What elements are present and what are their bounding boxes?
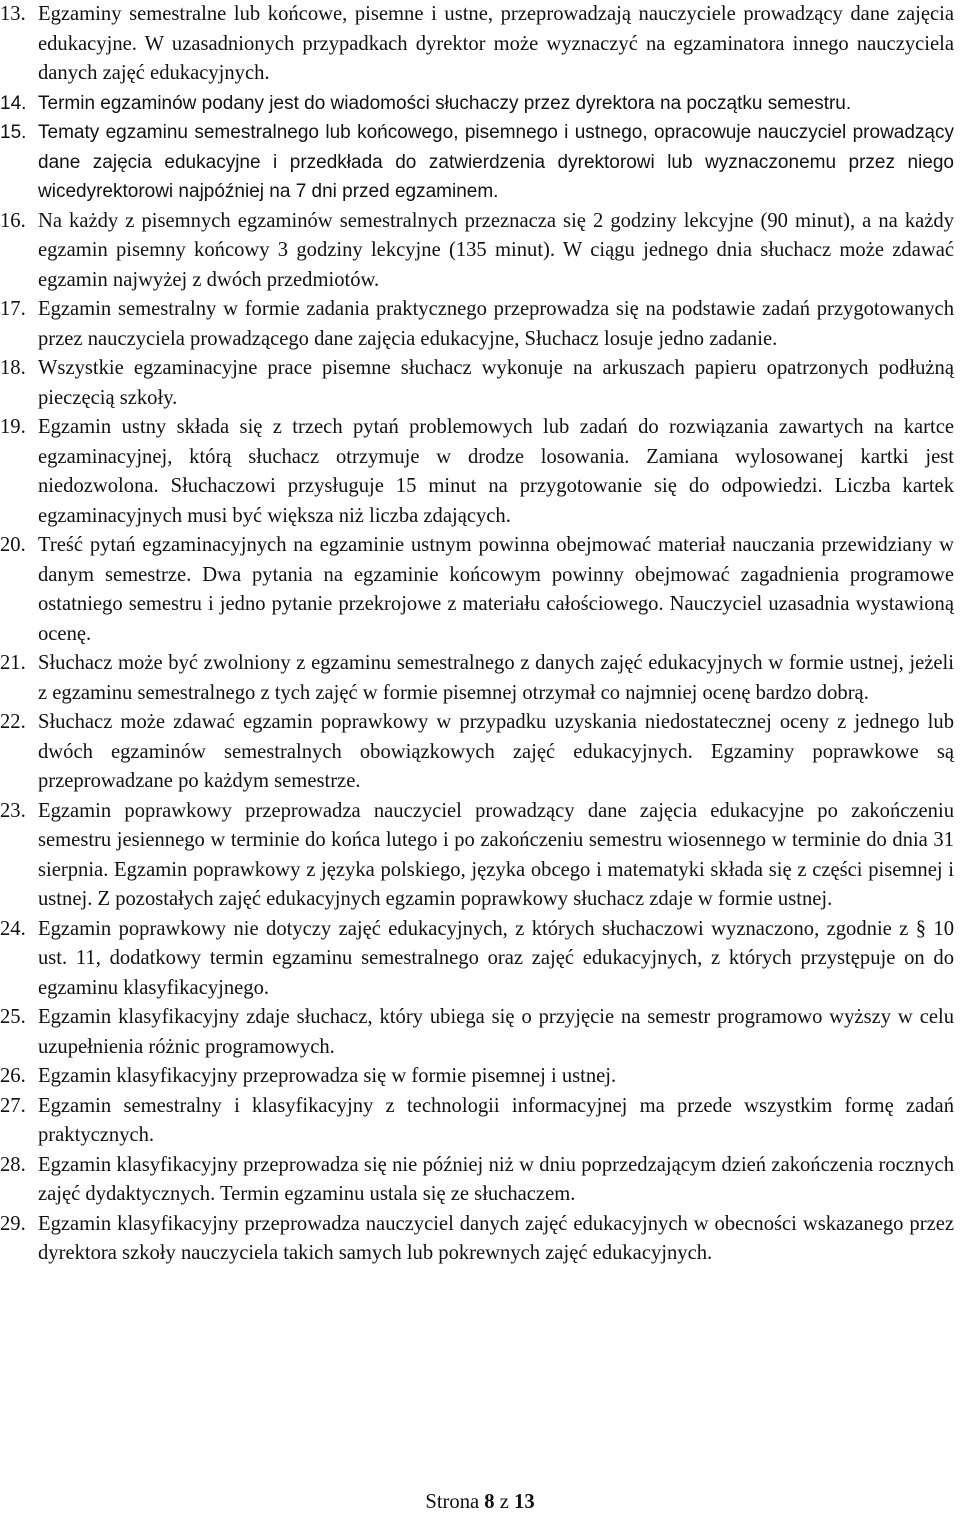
list-item xyxy=(0,1062,960,1092)
footer-page-label: Strona xyxy=(425,1491,480,1513)
list-item xyxy=(0,1092,960,1151)
item-number: 16. xyxy=(0,209,26,232)
item-text: Tematy egzaminu semestralnego lub końcowego, pisemnego i ustnego, opracowuje nauczyciel prowadzący dane zajęcia edukacyjne i przedkłada do zatwierdzenia dyrektorowi lub wyznaczonemu przez niego wicedyrektorowi najpóźniej na 7 dni przed egzaminem. xyxy=(38,122,954,202)
item-text: Egzaminy semestralne lub końcowe, pisemne i ustne, przeprowadzają nauczyciele prowadzący dane zajęcia edukacyjne. W uzasadnionych przypadkach dyrektor może wyznaczyć na egzaminatora innego nauczyciela danych zajęć edukacyjnych. xyxy=(38,3,954,84)
item-number: 18. xyxy=(0,357,26,379)
list-item xyxy=(0,1003,960,1062)
item-text: Słuchacz może zdawać egzamin poprawkowy w przypadku uzyskania niedostatecznej oceny z jednego lub dwóch egzaminów semestralnych obowiązkowych zajęć edukacyjnych. Egzaminy poprawkowe są przeprowadzane po każdym semestrze. xyxy=(38,711,954,792)
list-item xyxy=(0,797,960,915)
item-text: Egzamin poprawkowy przeprowadza nauczyciel prowadzący dane zajęcia edukacyjne po zakończeniu semestru jesiennego w terminie do końca lutego i po zakończeniu semestru wiosennego w terminie do dnia 31 sierpnia. Egzamin poprawkowy z języka polskiego, języka obcego i matematyki składa się z części pisemnej i ustnej. Z pozostałych zajęć edukacyjnych egzamin poprawkowy słuchacz zdaje w formie ustnej. xyxy=(38,799,954,910)
item-number: 22. xyxy=(0,711,26,733)
item-text: Egzamin klasyfikacyjny przeprowadza się nie później niż w dniu poprzedzającym dzień zakończenia rocznych zajęć dydaktycznych. Termin egzaminu ustala się ze słuchaczem. xyxy=(38,1153,954,1205)
page-footer xyxy=(0,1489,960,1515)
item-text: Egzamin klasyfikacyjny przeprowadza nauczyciel danych zajęć edukacyjnych w obecności wskazanego przez dyrektora szkoły nauczyciela takich samych lub pokrewnych zajęć edukacyjnych. xyxy=(38,1212,954,1264)
item-number: 19. xyxy=(0,416,26,438)
list-item xyxy=(0,708,960,797)
list-item xyxy=(0,1151,960,1210)
list-item xyxy=(0,1210,960,1269)
item-text: Słuchacz może być zwolniony z egzaminu semestralnego z danych zajęć edukacyjnych w formie ustnej, jeżeli z egzaminu semestralnego z tych zajęć w formie pisemnej otrzymał co najmniej ocenę bardzo dobrą. xyxy=(38,652,954,704)
footer-total-pages: 13 xyxy=(514,1491,535,1513)
item-text: Treść pytań egzaminacyjnych na egzaminie ustnym powinna obejmować materiał nauczania przewidziany w danym semestrze. Dwa pytania na egzaminie końcowym powinny obejmować zagadnienia programowe ostatniego semestru i jedno pytanie przekrojowe z materiału całościowego. Nauczyciel uzasadnia wystawioną ocenę. xyxy=(38,534,954,645)
item-text: Egzamin semestralny i klasyfikacyjny z technologii informacyjnej ma przede wszystkim formę zadań praktycznych. xyxy=(38,1094,954,1146)
item-text: Egzamin klasyfikacyjny przeprowadza się w formie pisemnej i ustnej. xyxy=(38,1065,617,1087)
list-item xyxy=(0,89,960,119)
item-number: 20. xyxy=(0,534,26,556)
list-item xyxy=(0,0,960,89)
item-number: 24. xyxy=(0,917,26,940)
item-number: 25. xyxy=(0,1006,26,1028)
item-text: Termin egzaminów podany jest do wiadomości słuchaczy przez dyrektora na początku semestru. xyxy=(38,92,852,114)
list-item xyxy=(0,413,960,531)
list-item xyxy=(0,649,960,708)
footer-current-page: 8 xyxy=(484,1491,495,1513)
item-number: 29. xyxy=(0,1212,26,1235)
item-number: 28. xyxy=(0,1153,26,1176)
item-number: 27. xyxy=(0,1094,26,1117)
item-number: 14. xyxy=(0,92,27,114)
list-item xyxy=(0,354,960,413)
item-text: Egzamin ustny składa się z trzech pytań problemowych lub zadań do rozwiązania zawartych na kartce egzaminacyjnej, którą słuchacz otrzymuje w drodze losowania. Zamiana wylosowanej kartki jest niedozwolona. Słuchaczowi przysługuje 15 minut na przygotowanie się do odpowiedzi. Liczba kartek egzaminacyjnych musi być większa niż liczba zdających. xyxy=(38,416,954,527)
list-item xyxy=(0,295,960,354)
item-number: 13. xyxy=(0,3,26,25)
item-text: Wszystkie egzaminacyjne prace pisemne słuchacz wykonuje na arkuszach papieru opatrzonych podłużną pieczęcią szkoły. xyxy=(38,357,954,409)
item-number: 21. xyxy=(0,652,26,674)
item-text: Egzamin klasyfikacyjny zdaje słuchacz, który ubiega się o przyjęcie na semestr programowo wyższy w celu uzupełnienia różnic programowych. xyxy=(38,1006,954,1058)
list-item xyxy=(0,531,960,649)
item-text: Na każdy z pisemnych egzaminów semestralnych przeznacza się 2 godziny lekcyjne (90 minut), a na każdy egzamin pisemny końcowy 3 godziny lekcyjne (135 minut). W ciągu jednego dnia słuchacz może zdawać egzamin najwyżej z dwóch przedmiotów. xyxy=(38,209,954,291)
item-number: 17. xyxy=(0,298,26,320)
item-text: Egzamin semestralny w formie zadania praktycznego przeprowadza się na podstawie zadań przygotowanych przez nauczyciela prowadzącego dane zajęcia edukacyjne, Słuchacz losuje jedno zadanie. xyxy=(38,298,954,350)
list-item xyxy=(0,118,960,207)
list-item xyxy=(0,207,960,296)
item-number: 26. xyxy=(0,1065,26,1087)
list-item xyxy=(0,915,960,1004)
item-text: Egzamin poprawkowy nie dotyczy zajęć edukacyjnych, z których słuchaczowi wyznaczono, zgodnie z § 10 ust. 11, dodatkowy termin egzaminu semestralnego oraz zajęć edukacyjnych, z których przystępuje on do egzaminu klasyfikacyjnego. xyxy=(38,917,954,999)
item-number: 23. xyxy=(0,799,26,822)
footer-separator: z xyxy=(499,1491,509,1513)
item-number: 15. xyxy=(0,122,27,143)
